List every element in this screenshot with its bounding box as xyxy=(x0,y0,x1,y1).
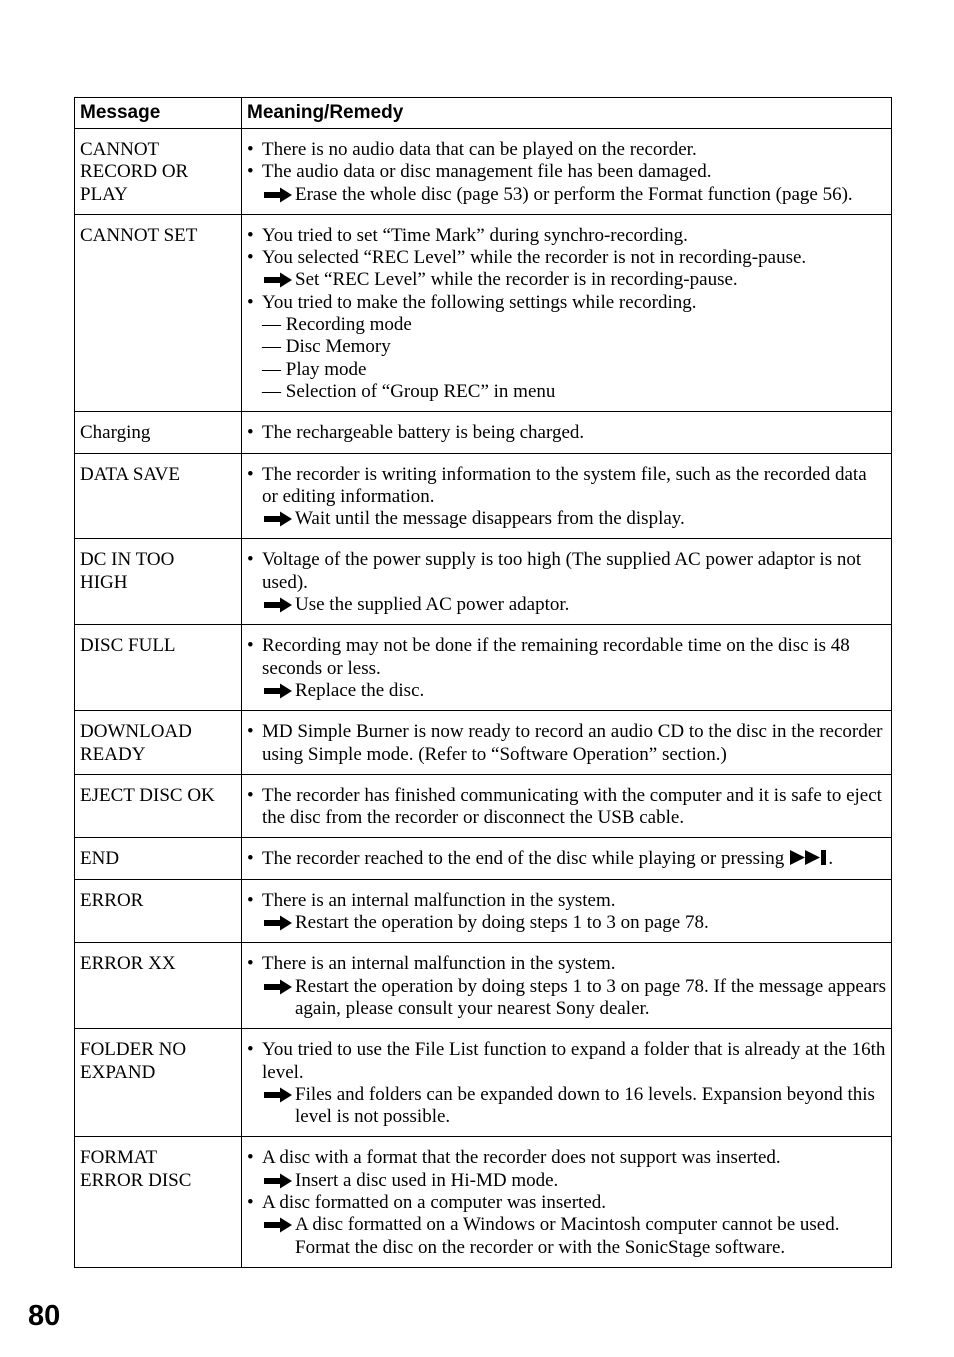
table-body xyxy=(75,129,892,1268)
line-text: A disc with a format that the recorder does not support was inserted. xyxy=(262,1147,781,1169)
line-text: You selected “REC Level” while the recorder is not in recording-pause. xyxy=(262,247,807,269)
arrow-right-icon xyxy=(263,1217,293,1233)
line-text: Erase the whole disc (page 53) or perform the Format function (page 56). xyxy=(295,183,853,205)
meaning-bullet xyxy=(247,785,887,830)
table-row xyxy=(75,838,892,879)
meaning-remedy-cell xyxy=(242,774,892,838)
line-text: The recorder reached to the end of the disc while playing or pressing xyxy=(262,848,785,870)
page-number: 80 xyxy=(28,1300,61,1332)
meaning-bullet xyxy=(247,1147,887,1169)
header-message: Message xyxy=(75,98,242,129)
meaning-bullet xyxy=(247,225,887,247)
line-text: Use the supplied AC power adaptor. xyxy=(295,594,570,616)
meaning-bullet xyxy=(247,1192,887,1214)
arrow-right-icon xyxy=(263,683,293,699)
dash-item xyxy=(247,314,887,336)
message-cell: END xyxy=(75,838,242,879)
message-cell: DISC FULL xyxy=(75,625,242,711)
remedy-line xyxy=(247,1170,887,1192)
table-row xyxy=(75,129,892,215)
message-cell: EJECT DISC OK xyxy=(75,774,242,838)
table-row xyxy=(75,625,892,711)
meaning-bullet xyxy=(247,292,887,314)
remedy-line xyxy=(247,269,887,291)
table-row xyxy=(75,539,892,625)
meaning-bullet xyxy=(247,161,887,183)
line-text: — Recording mode xyxy=(262,314,412,336)
line-text: A disc formatted on a computer was inserted. xyxy=(262,1191,607,1213)
meaning-remedy-cell xyxy=(242,1029,892,1137)
meaning-remedy-cell xyxy=(242,539,892,625)
line-text: Voltage of the power supply is too high (The supplied AC power adaptor is not used). xyxy=(262,549,862,593)
meaning-remedy-cell xyxy=(242,879,892,943)
message-cell: DOWNLOAD READY xyxy=(75,711,242,775)
meaning-bullet xyxy=(247,464,887,509)
line-text: — Play mode xyxy=(262,358,367,380)
arrow-right-icon xyxy=(263,915,293,931)
meaning-remedy-cell xyxy=(242,625,892,711)
table-row xyxy=(75,1029,892,1137)
meaning-bullet xyxy=(247,1039,887,1084)
arrow-right-icon xyxy=(263,1173,293,1189)
line-text: Recording may not be done if the remaining recordable time on the disc is 48 seconds or less. xyxy=(262,635,850,679)
meaning-bullet xyxy=(247,247,887,269)
dash-item xyxy=(247,336,887,358)
remedy-line xyxy=(247,508,887,530)
remedy-line xyxy=(247,1214,887,1259)
remedy-line xyxy=(247,680,887,702)
message-cell: ERROR xyxy=(75,879,242,943)
line-text: The recorder has finished communicating with the computer and it is safe to eject the disc from the recorder or disconnect the USB cable. xyxy=(262,784,882,829)
line-text: There is an internal malfunction in the system. xyxy=(262,889,616,911)
arrow-right-icon xyxy=(263,1087,293,1103)
line-text: — Disc Memory xyxy=(262,336,391,358)
meaning-bullet xyxy=(247,422,887,444)
meaning-remedy-cell xyxy=(242,214,892,411)
table-row xyxy=(75,214,892,411)
arrow-right-icon xyxy=(263,272,293,288)
dash-item xyxy=(247,381,887,403)
line-text: Insert a disc used in Hi-MD mode. xyxy=(295,1169,559,1191)
line-text: Restart the operation by doing steps 1 to 3 on page 78. xyxy=(295,912,709,934)
line-text: — Selection of “Group REC” in menu xyxy=(262,380,556,402)
remedy-line xyxy=(247,594,887,616)
remedy-line xyxy=(247,976,887,1021)
line-text: You tried to make the following settings while recording. xyxy=(262,291,697,313)
meaning-bullet xyxy=(247,635,887,680)
table-row xyxy=(75,774,892,838)
meaning-remedy-cell xyxy=(242,711,892,775)
meaning-remedy-cell xyxy=(242,1137,892,1267)
line-text: You tried to set “Time Mark” during synchro-recording. xyxy=(262,224,688,246)
header-meaning-remedy: Meaning/Remedy xyxy=(242,98,892,129)
line-text: There is no audio data that can be played on the recorder. xyxy=(262,139,697,160)
meaning-remedy-cell xyxy=(242,943,892,1029)
message-cell: FORMAT ERROR DISC xyxy=(75,1137,242,1267)
meaning-remedy-cell xyxy=(242,129,892,215)
table-row xyxy=(75,1137,892,1267)
message-cell: Charging xyxy=(75,412,242,453)
table-row xyxy=(75,412,892,453)
message-cell: FOLDER NO EXPAND xyxy=(75,1029,242,1137)
dash-item xyxy=(247,359,887,381)
line-text: Set “REC Level” while the recorder is in recording-pause. xyxy=(295,269,738,291)
remedy-line xyxy=(247,912,887,934)
arrow-right-icon xyxy=(263,979,293,995)
meaning-remedy-cell xyxy=(242,838,892,879)
arrow-right-icon xyxy=(263,597,293,613)
line-text: Restart the operation by doing steps 1 to 3 on page 78. If the message appears again, please consult your nearest Sony dealer. xyxy=(295,975,886,1019)
line-text: MD Simple Burner is now ready to record an audio CD to the disc in the recorder using Simple mode. (Refer to “Software Operation” section.) xyxy=(262,721,883,765)
line-text: The recorder is writing information to the system file, such as the recorded data or editing information. xyxy=(262,463,867,507)
line-text: A disc formatted on a Windows or Macintosh computer cannot be used. Format the disc on the recorder or with the SonicStage software. xyxy=(295,1214,840,1258)
next-track-icon xyxy=(790,850,828,865)
line-suffix: . xyxy=(828,848,834,870)
meaning-bullet xyxy=(247,549,887,594)
meaning-remedy-cell xyxy=(242,412,892,453)
table-header-row xyxy=(75,98,892,129)
line-text: There is an internal malfunction in the system. xyxy=(262,953,616,975)
message-cell: DATA SAVE xyxy=(75,453,242,539)
arrow-right-icon xyxy=(263,187,293,203)
meaning-bullet xyxy=(247,848,887,870)
line-text: The rechargeable battery is being charged. xyxy=(262,422,585,444)
line-text: Replace the disc. xyxy=(295,679,425,701)
meaning-bullet xyxy=(247,953,887,975)
line-text: Wait until the message disappears from the display. xyxy=(295,508,685,530)
remedy-line xyxy=(247,184,887,206)
message-cell: CANNOT RECORD OR PLAY xyxy=(75,129,242,215)
arrow-right-icon xyxy=(263,511,293,527)
message-cell: CANNOT SET xyxy=(75,214,242,411)
remedy-line xyxy=(247,1084,887,1129)
line-text: You tried to use the File List function to expand a folder that is already at the 16th level. xyxy=(262,1039,886,1083)
table-row xyxy=(75,879,892,943)
meaning-remedy-cell xyxy=(242,453,892,539)
table-row xyxy=(75,711,892,775)
table-row xyxy=(75,943,892,1029)
line-text: The audio data or disc management file has been damaged. xyxy=(262,161,712,183)
line-text: Files and folders can be expanded down to 16 levels. Expansion beyond this level is not possible. xyxy=(295,1083,875,1128)
message-cell: ERROR XX xyxy=(75,943,242,1029)
message-table xyxy=(74,97,892,1268)
table-row xyxy=(75,453,892,539)
message-cell: DC IN TOO HIGH xyxy=(75,539,242,625)
meaning-bullet xyxy=(247,139,887,161)
meaning-bullet xyxy=(247,890,887,912)
meaning-bullet xyxy=(247,721,887,766)
